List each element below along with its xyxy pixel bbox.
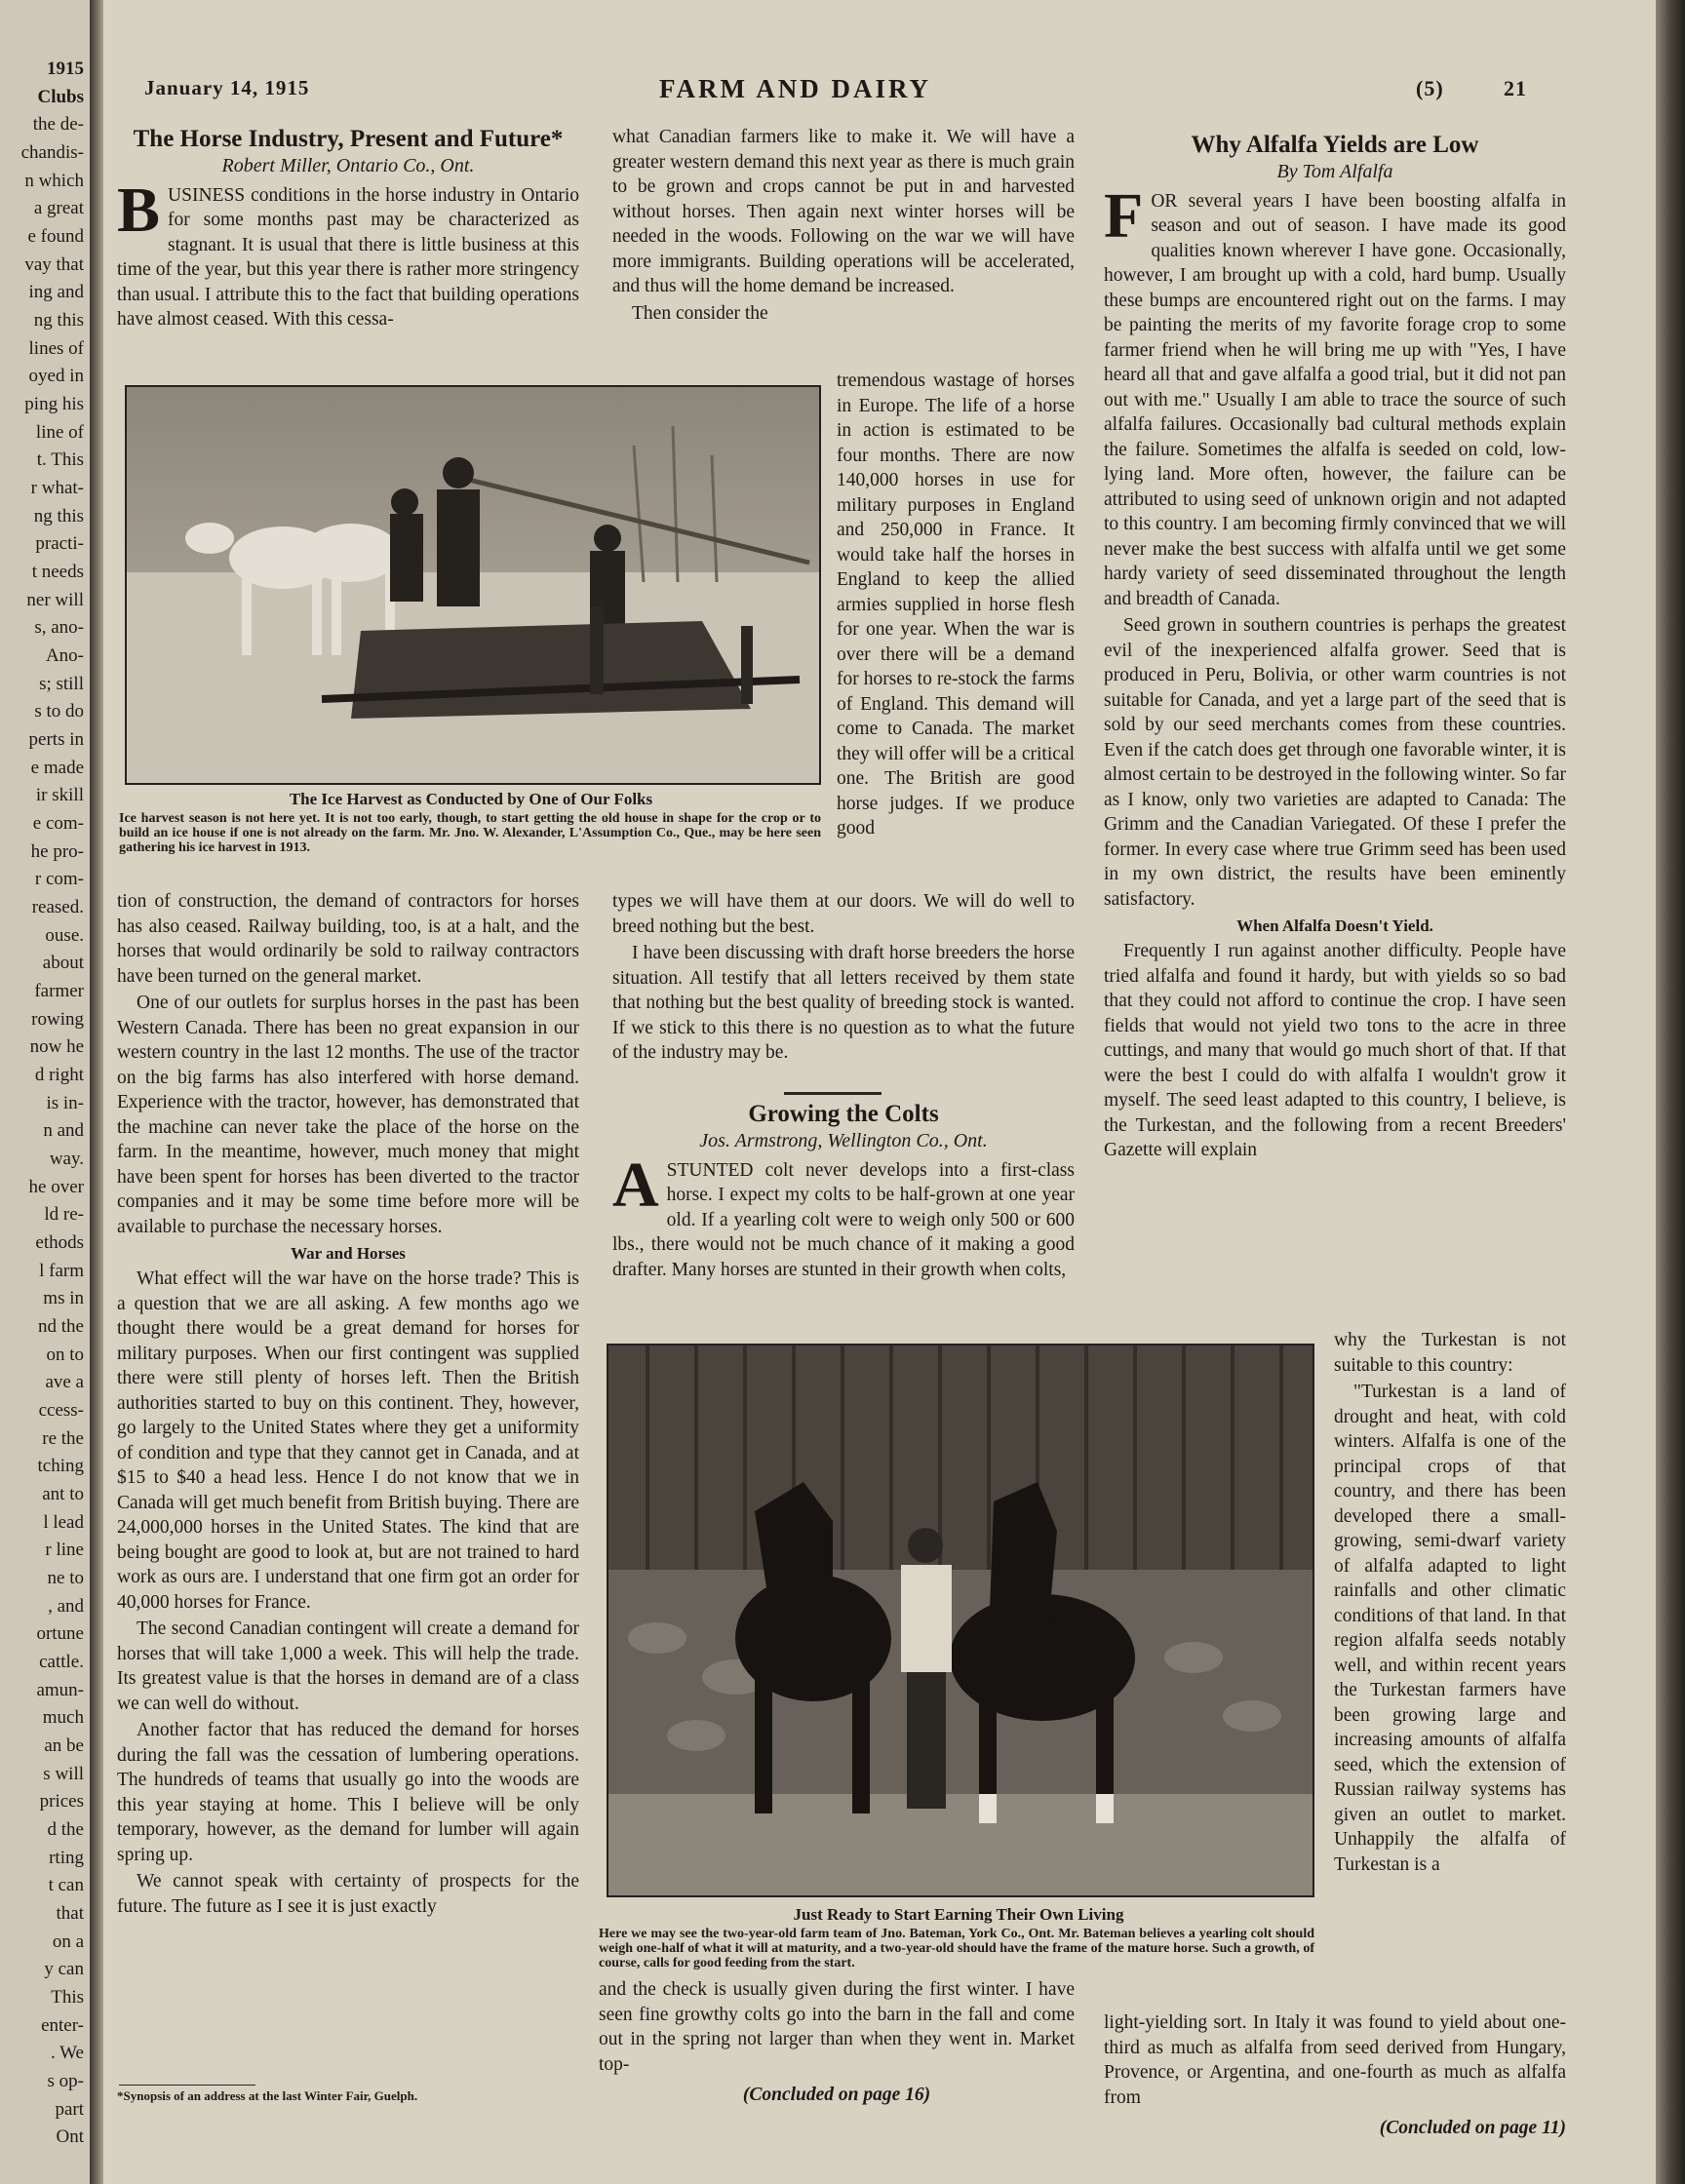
article-paragraph: Seed grown in southern countries is perhaps the greatest evil of the inexperienced alfalfa grower. Seed that is produced in Peru, Bolivia, or other warm countries is not suitable for Canada, and yet a large part of the seed that is sold by our seed merchants comes from these countries. Even if the catch does get through one favorable winter, it is almost certain to be destroyed in the following winter. So far as I know, only two varieties are adapted to Canada: The Grimm and the Canadian Variegated. Of these I prefer the former. In every case where true Grimm seed has been used in my own district, the results have been eminently satisfactory. [1104,615,1566,910]
article-alfalfa-end [1104,2010,1566,2141]
previous-page-text-fragment: This [51,1987,84,2008]
previous-page-text-fragment: much [42,1707,84,1729]
article-horse-industry-continued [612,125,1075,328]
previous-page-text-fragment: r line [45,1540,84,1561]
previous-page-text-fragment: oyed in [28,366,84,387]
article-title: Why Alfalfa Yields are Low [1191,132,1479,158]
previous-page-text-fragment: tching [37,1456,84,1477]
continuation-note: (Concluded on page 16) [742,2085,931,2105]
article-paragraph: what Canadian farmers like to make it. We will have a greater western demand this next year as there is much grain to be grown and crops cannot be put in and harvested without horses. Then again next winter horses will be needed in the woods. Following on the war we will have more immigrants. Building operations will be accelerated, and thus will the home demand be increased. [612,127,1075,296]
previous-page-text-fragment: prices [39,1791,84,1813]
subheading-when-alfalfa-doesnt-yield: When Alfalfa Doesn't Yield. [1236,916,1433,935]
previous-page-text-fragment: 1915 [47,58,84,79]
previous-page-text-fragment: now he [29,1036,84,1058]
previous-page-text-fragment: r com- [34,869,84,890]
footnote-rule [119,2085,255,2086]
previous-page-text-fragment: practi- [35,533,84,555]
previous-page-text-fragment: a great [33,198,84,219]
previous-page-text-fragment: line of [35,421,84,443]
previous-page-text-fragment: rting [49,1847,84,1868]
previous-page-text-fragment: about [42,953,84,974]
previous-page-text-fragment: Ano- [45,645,84,666]
previous-page-text-fragment: s op- [47,2071,84,2091]
previous-page-text-fragment: ouse. [45,924,84,946]
previous-page-text-fragment: t needs [31,562,84,582]
newspaper-page [103,0,1656,2184]
previous-page-text-fragment: s; still [39,673,84,694]
previous-page-text-fragment: ir skill [35,785,84,806]
article-paragraph: Then consider the [632,302,768,324]
previous-page-text-fragment: s, ano- [34,617,84,639]
previous-page-text-fragment: n which [24,170,84,191]
article-byline: Jos. Armstrong, Wellington Co., Ont. [699,1130,988,1151]
previous-page-text-fragment: Ont [56,2126,84,2148]
previous-page-text-fragment: is in- [46,1092,84,1113]
drop-cap: F [1104,179,1144,252]
article-paragraph: One of our outlets for surplus horses in the past has been Western Canada. There has been no great expansion in our western country in the last 12 months. The use of the tractor on the big farms has also interfered with horse demand. Experience with the tractor, however, has demonstrated that the machine can never take the place of the horse on the farm. In the meantime, however, much money that might have been spent for horses has been diverted to the tractor companies and it may be some time before more will be available to purchase the necessary horses. [117,993,579,1237]
previous-page-text-fragment: farmer [34,981,84,1001]
colts-photo [607,1344,1314,1897]
article-divider [784,1092,882,1095]
article-paragraph: We cannot speak with certainty of prospects for the future. The future as I see it is just exactly [117,1871,579,1917]
article-byline: Robert Miller, Ontario Co., Ont. [221,155,475,176]
previous-page-text-fragment: s to do [34,701,84,722]
previous-page-text-fragment: d the [47,1819,84,1840]
book-edge [1656,0,1685,2184]
colts-illustration [608,1346,1313,1895]
ice-harvest-photo [125,385,821,785]
issue-date: January 14, 1915 [144,76,310,99]
previous-page-text-fragment: ng this [33,310,84,331]
previous-page-edge [0,0,90,2184]
previous-page-text-fragment: cattle. [39,1652,84,1672]
article-paragraph: tremendous wastage of horses in Europe. The life of a horse in action is estimated to be four months. There are now 140,000 horses in use for military purposes in England and 250,000 in France. It would take half the horses in England to keep the allied armies supplied in horse flesh for one year. When the war is over there will be a demand for horses to re-stock the farms of England. This demand will come to Canada. The market they will offer will be a critical one. The British are good horse judges. If we produce good [837,370,1075,838]
article-paragraph: types we will have them at our doors. We will do well to breed nothing but the best. [612,891,1075,937]
previous-page-text-fragment: ccess- [38,1400,84,1421]
previous-page-text-fragment: amun- [36,1679,84,1700]
previous-page-text-fragment: e made [30,757,84,778]
colts-caption: Here we may see the two-year-old farm team of Jno. Bateman, York Co., Ont. Mr. Bateman believes a yearling colt should weigh one-half of what it will at maturity, and a two-year-old should have the frame of the mature horse. Such a growth, of course, calls for good feeding from the start. [599,1927,1314,1970]
article-intro: ASTUNTED colt never develops into a first-class horse. I expect my colts to be half-grown at one year old. If a yearling colt were to weigh only 500 or 600 lbs., there would not be much chance of it making a good drafter. Many horses are stunted in their growth when colts, [612,1149,1075,1280]
article-alfalfa-narrow [1334,1328,1566,1879]
previous-page-text-fragment: r what- [30,478,84,498]
previous-page-text-fragment: nd the [38,1316,84,1337]
previous-page-text-fragment: ant to [42,1484,84,1504]
previous-page-text-fragment: ld re- [44,1204,84,1226]
previous-page-text-fragment: vay that [24,254,84,275]
previous-page-text-fragment: l farm [39,1260,84,1281]
previous-page-text-fragment: ne to [47,1568,84,1588]
quoted-passage: "Turkestan is a land of drought and heat, with cold winters. Alfalfa is one of the principal crops of that country, and there has been developed there a small-growing, semi-dwarf variety of alfalfa adapted to light rainfalls and other climatic conditions of that land. In that region alfalfa seeds notably well, and within recent years the Turkestan farmers have been growing large and increasing amounts of alfalfa seed, which the extension of Russian railway systems has given an outlet to market. Unhappily the alfalfa of Turkestan is a [1334,1382,1566,1875]
article-paragraph: The second Canadian contingent will create a demand for horses that will take 1,000 a week. This will help the trade. Its greatest value is that the horses in demand are of a class we can well do without. [117,1618,579,1714]
article-intro: BUSINESS conditions in the horse industry in Ontario for some months past may be characterized as stagnant. It is usual that there is little business at this time of the year, but this year there is rather more stringency than usual. I attribute this to the fact that building operations have almost ceased. With this cessa- [117,174,579,330]
previous-page-text-fragment: . We [50,2043,84,2064]
previous-page-text-fragment: ethods [35,1232,84,1253]
previous-page-text-fragment: e found [27,226,84,247]
article-intro: FOR several years I have been boosting alfalfa in season and out of season. I have made its good qualities known wherever I have gone. Occasionally, however, I am brought up with a cold, hard bump. Usually these bumps are encountered right out on the farms. I may be painting the merits of my favorite forage crop to some farmer friend when he will bring me up with "Yes, I have heard all that and gave alfalfa a good trial, but it did not pan out with me." Usually I am able to trace the source of such alfalfa failures. Occasionally bad cultural methods explain the failure. Sometimes the alfalfa is seeded on cold, low-lying land. More often, however, the failure can be attributed to using seed of unknown origin and not adapted to this country. I am becoming firmly convinced that we will never make the best success with alfalfa until we get some hardy variety of seed disseminated throughout the length and breadth of Canada. [1104,179,1566,609]
article-growing-colts-end [599,1977,1075,2108]
previous-page-text-fragment: t. This [36,449,84,471]
article-horse-industry-intro [117,125,579,334]
previous-page-text-fragment: e com- [32,813,84,834]
previous-page-text-fragment: ave a [45,1372,84,1393]
article-paragraph: I have been discussing with draft horse breeders the horse situation. All testify that all letters received by them state that nothing but the best quality of breeding stock is wanted. If we stick to this there is no question as to what the future of the industry may be. [612,943,1075,1063]
previous-page-text-fragment: s will [43,1763,84,1784]
article-horse-industry-body [117,889,579,1921]
previous-page-text-fragment: lines of [28,337,84,359]
colts-caption-title: Just Ready to Start Earning Their Own Living [793,1905,1124,1924]
previous-page-text-fragment: ms in [43,1288,84,1309]
previous-page-text-fragment: Clubs [37,86,84,107]
previous-page-text-fragment: ner will [26,589,84,610]
previous-page-text-fragment: t can [48,1875,84,1896]
previous-page-text-fragment: ng this [33,505,84,526]
subheading-war-and-horses: War and Horses [291,1244,406,1263]
previous-page-text-fragment: on a [52,1930,84,1952]
article-horse-industry-narrow [837,369,1075,843]
ice-harvest-caption: Ice harvest season is not here yet. It is not too early, though, to start getting the old house in shape for the crop or to build an ice house if one is not already on the farm. Mr. Jno. W. Alexander, L'Assumption Co., Que., may be here seen gathering his ice harvest in 1913. [119,811,821,855]
article-title: Growing the Colts [748,1101,939,1127]
article-growing-colts [612,1100,1075,1284]
page-fold [90,0,103,2184]
previous-page-text-fragment: ping his [24,394,84,414]
previous-page-text-fragment: ortune [36,1623,84,1645]
previous-page-text-fragment: l lead [43,1511,84,1533]
ice-harvest-caption-title: The Ice Harvest as Conducted by One of Our Folks [289,790,653,808]
previous-page-text-fragment: an be [44,1736,84,1756]
previous-page-text-fragment: that [56,1903,84,1924]
page-marker: (5) [1416,76,1444,100]
previous-page-text-fragment: d right [34,1065,84,1085]
previous-page-text-fragment: he pro- [30,840,84,862]
article-byline: By Tom Alfalfa [1276,161,1393,182]
previous-page-text-fragment: ing and [28,282,84,303]
article-paragraph: What effect will the war have on the horse trade? This is a question that we are all asking. A few months ago we thought there would be a great demand for horses for military purposes. When our first contingent was supplied there were still plenty of horses left. Then the British authorities started to buy on this continent. They, however, go largely to the United States where they get a uniformity of condition and type that they cannot get in Canada, and at $15 to $40 a head less. Hence I do not know that we in Canada will get much benefit from British buying. There are 24,000,000 horses in the United States. The kind that are being bought are good to look at, but are not trained to hard work as ours are. I understand that one firm got an order for 40,000 horses for France. [117,1268,579,1613]
footnote: *Synopsis of an address at the last Winter Fair, Guelph. [117,2088,418,2103]
previous-page-text-fragment: chandis- [20,142,84,163]
previous-page-text-fragment: re the [42,1427,84,1449]
article-alfalfa [1104,131,1566,1165]
article-paragraph: tion of construction, the demand of contractors for horses has also ceased. Railway building, too, is at a halt, and the horses that would ordinarily be sold to railway contractors have been turned on the general market. [117,891,579,987]
previous-page-text-fragment: , and [48,1595,84,1617]
previous-page-text-fragment: he over [28,1176,84,1197]
previous-page-text-fragment: y can [44,1959,84,1980]
previous-page-text-fragment: the de- [32,114,84,136]
masthead: FARM AND DAIRY [659,74,932,103]
drop-cap: A [612,1149,659,1221]
previous-page-text-fragment: reased. [31,897,84,917]
article-paragraph: Another factor that has reduced the demand for horses during the fall was the cessation of lumbering operations. The hundreds of teams that usually go into the woods are this year staying at home. This I believe will be only temporary, however, as the demand for lumber will again spring up. [117,1720,579,1865]
page-number: 21 [1504,76,1527,100]
article-paragraph: Frequently I run against another difficulty. People have tried alfalfa and found it hardy, but with yields so so bad that they could not afford to continue the crop. I have seen fields that would not yield two tons to the acre in three cuttings, and many that would go much short of that. If that were the best I could do with alfalfa I wouldn't grow it myself. The seed least adapted to this country, I believe, is the Turkestan, and the following from a recent Breeders' Gazette will explain [1104,941,1566,1160]
previous-page-text-fragment: perts in [28,729,84,750]
previous-page-text-fragment: n and [43,1120,84,1142]
previous-page-text-fragment: enter- [41,2014,84,2036]
article-horse-industry-end [612,889,1075,1068]
previous-page-text-fragment: on to [46,1344,84,1365]
article-paragraph: and the check is usually given during the first winter. I have seen fine growthy colts go into the barn in the fall and come out in the spring not larger than when they went in. Market top- [599,1979,1075,2075]
article-title: The Horse Industry, Present and Future* [133,126,564,152]
ice-harvest-illustration [127,387,819,783]
article-paragraph: why the Turkestan is not suitable to this country: [1334,1330,1566,1376]
drop-cap: B [117,174,161,246]
previous-page-text-fragment: part [55,2098,84,2120]
previous-page-text-fragment: way. [49,1149,84,1169]
previous-page-text-fragment: rowing [31,1008,84,1030]
continuation-note: (Concluded on page 11) [1379,2118,1566,2138]
article-paragraph: light-yielding sort. In Italy it was found to yield about one-third as much as alfalfa from seed derived from Hungary, Provence, or Argentina, and one-fourth as much as alfalfa from [1104,2012,1566,2108]
